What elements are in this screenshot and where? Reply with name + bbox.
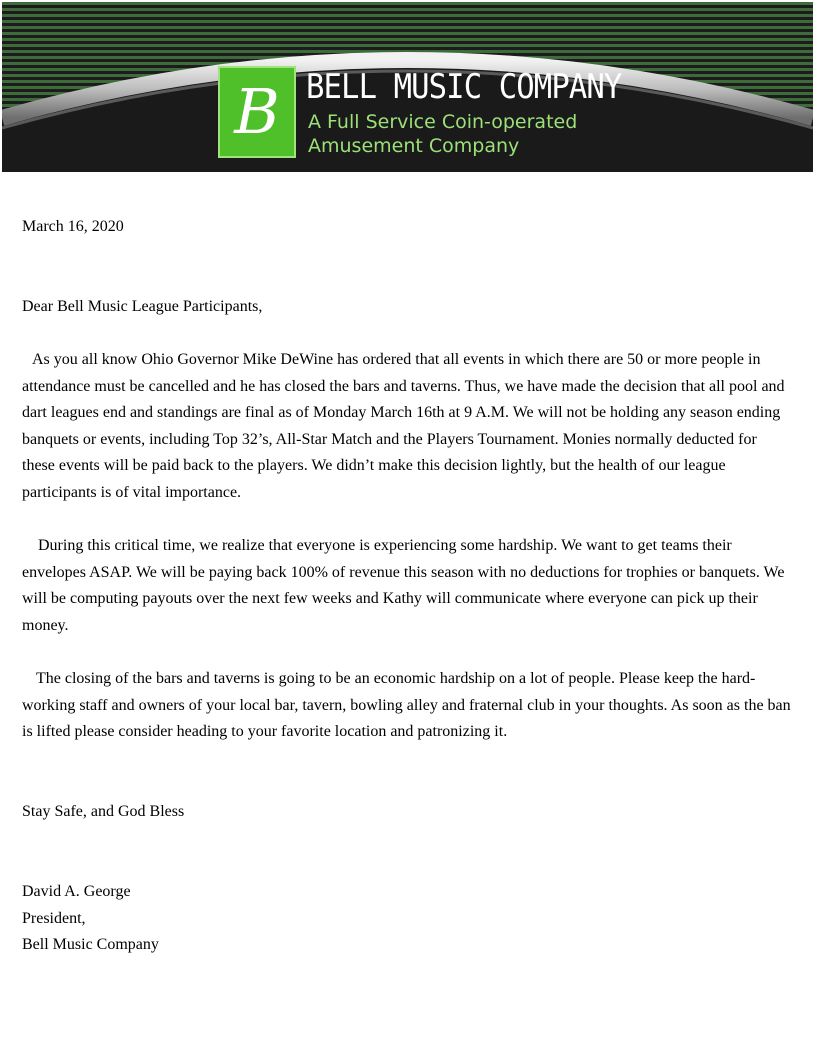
letter-greeting: Dear Bell Music League Participants, [22, 298, 263, 315]
paragraph-league-cancellation: As you all know Ohio Governor Mike DeWine has ordered that all events in which there are 50 or more people in attendance must be cancelled and he has closed the bars and taverns. Thus, we have made the decision that all pool and dart leagues end and standings are final as of Monday March 16th at 9 A.M. We will not be holding any season ending banquets or events, including Top 32’s, All-Star Match and the Players Tournament. Monies normally deducted for these events will be paid back to the players. We didn’t make this decision lightly, but the health of our league participants is of vital importance. [22, 351, 785, 501]
signature-title: President, [22, 909, 86, 927]
paragraph-revenue-payback: During this critical time, we realize that everyone is experiencing some hardship. We want to get teams their envelopes ASAP. We will be paying back 100% of revenue this season with no deductions for trophies or banquets. We will be computing payouts over the next few weeks and Kathy will communicate where everyone can pick up their money. [22, 537, 785, 634]
logo-letter: B [234, 75, 280, 148]
letter-date: March 16, 2020 [22, 218, 124, 235]
signature-name: David A. George [22, 883, 131, 900]
company-logo [218, 66, 296, 158]
signature-company: Bell Music Company [22, 936, 159, 954]
tagline-line-2: Amusement Company [308, 135, 520, 157]
company-name: BELL MUSIC COMPANY [306, 67, 622, 107]
paragraph-economic-hardship: The closing of the bars and taverns is going to be an economic hardship on a lot of people. Please keep the hard-working staff and owners of your local bar, tavern, bowling alley and fraternal club in your thoughts. As soon as the ban is lifted please consider heading to your favorite location and patronizing it. [22, 670, 791, 741]
tagline-line-1: A Full Service Coin-operated [308, 111, 578, 133]
letter-closing: Stay Safe, and God Bless [22, 803, 185, 820]
signature-block [22, 879, 792, 959]
company-tagline [308, 110, 577, 158]
letterhead-banner [2, 2, 813, 172]
